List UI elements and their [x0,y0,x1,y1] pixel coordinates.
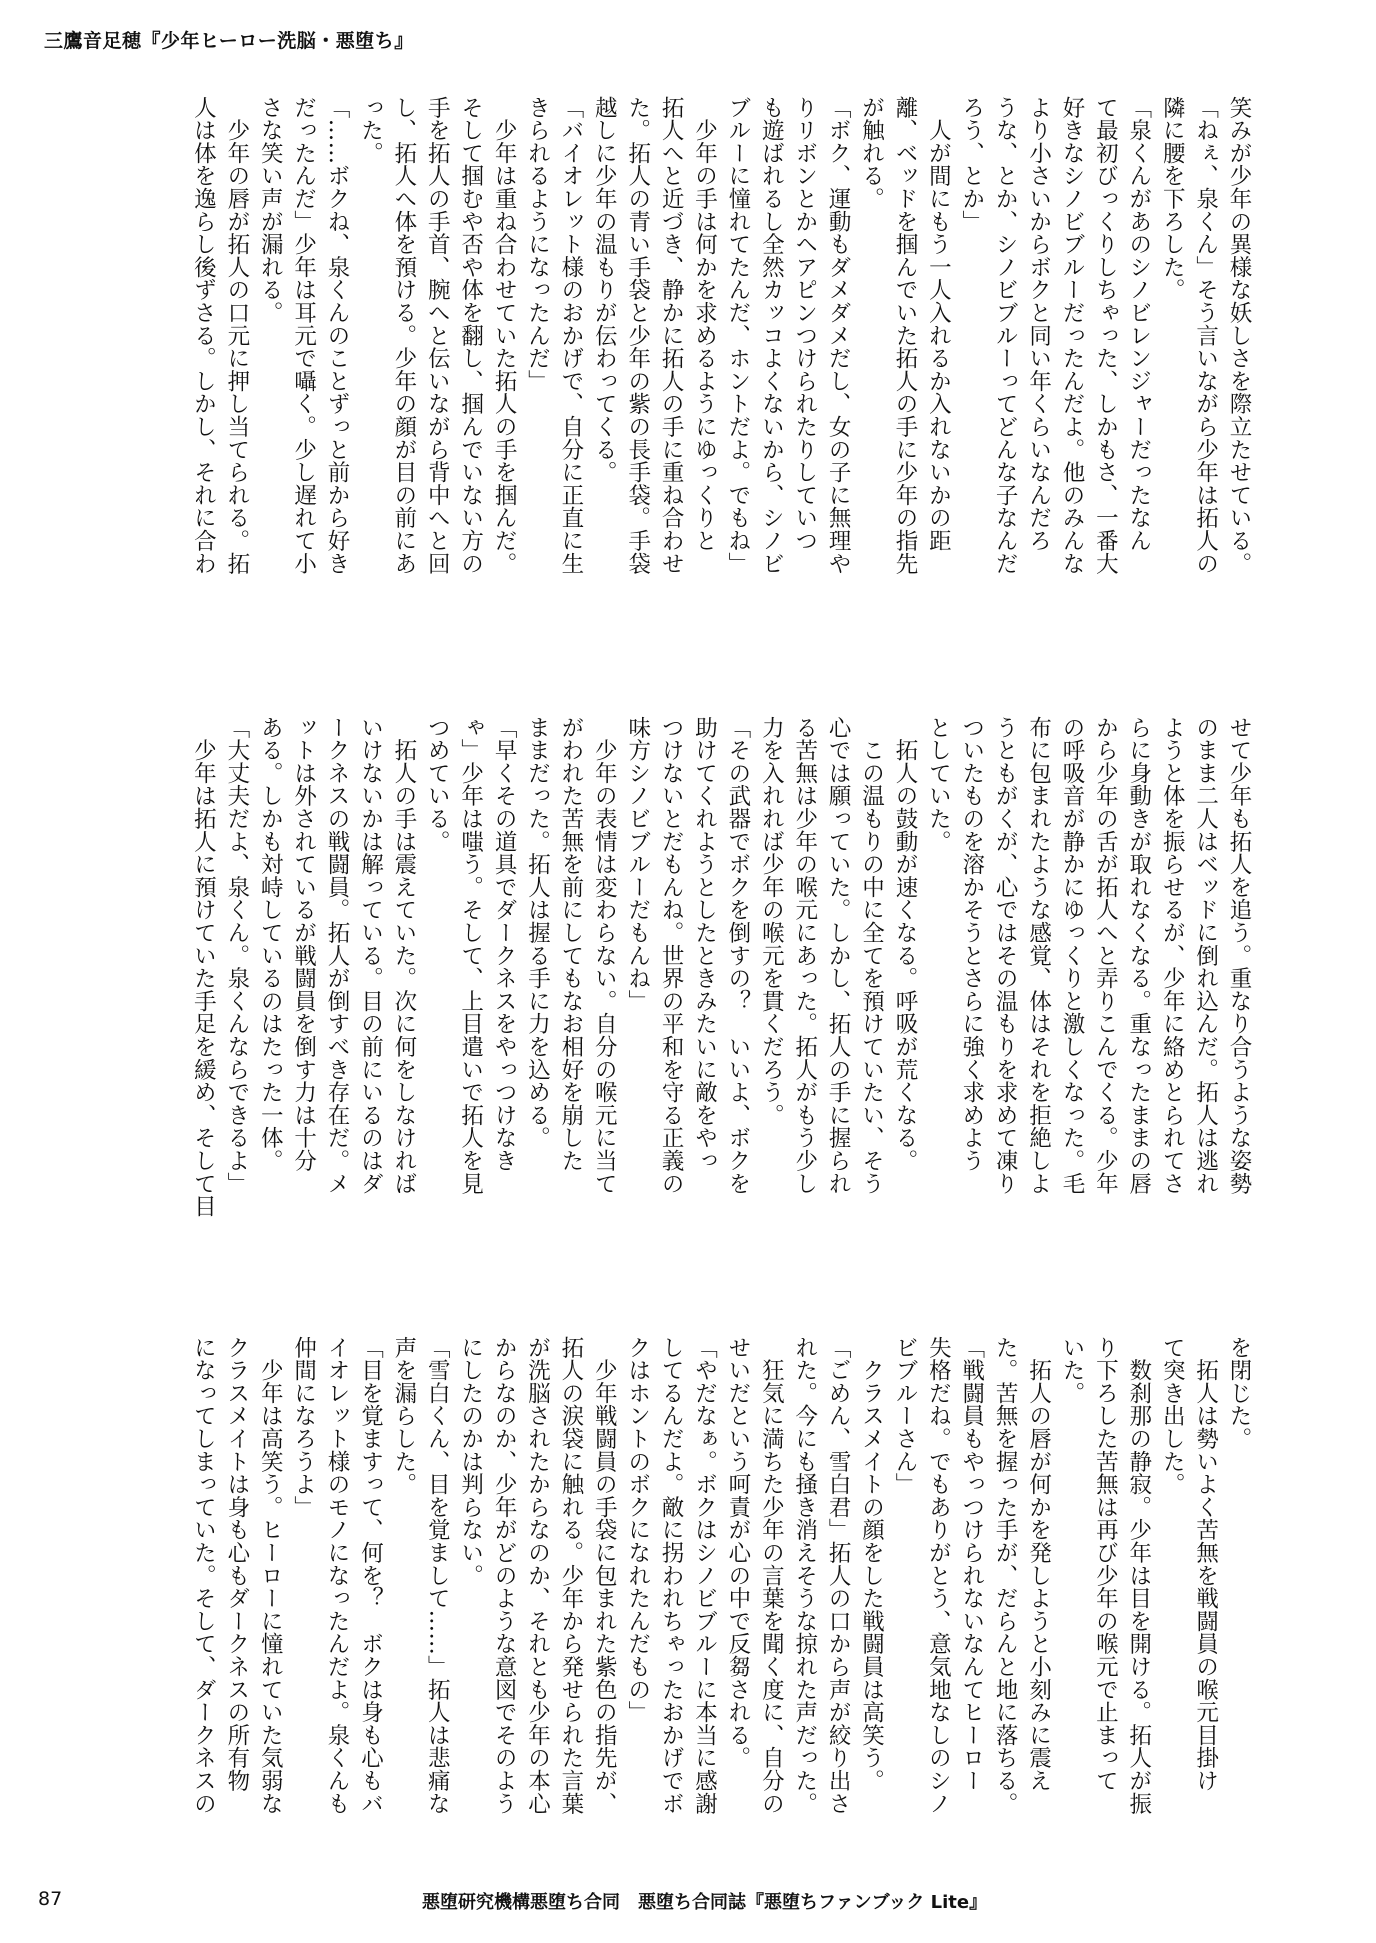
text-line: た。苦無を握った手が、だらんと地に落ちる。 [992,1336,1019,1815]
text-line: のまま二人はベッドに倒れ込んだ。拓人は逃れ [1192,716,1219,1195]
text-line: になってしまっていた。そして、ダークネスの [190,1336,217,1815]
text-line: 拓人は勢いよく苦無を戦闘員の喉元目掛け [1192,1336,1219,1792]
text-line: 「泉くんがあのシノビレンジャーだったなん [1125,96,1152,552]
text-line: 「バイオレット様のおかげで、自分に正直に生 [557,96,584,575]
text-line: ークネスの戦闘員。拓人が倒すべき存在だ。メ [324,716,351,1195]
text-line: 「ねぇ、泉くん」そう言いながら少年は拓人の [1192,96,1219,575]
text-line: ブルーに憧れてたんだ、ホントだよ。でもね」 [724,96,751,575]
text-line: いけないかは解っている。目の前にいるのはダ [357,716,384,1195]
page-footer-text: 悪堕研究機構悪堕ち合同 悪堕ち合同誌『悪堕ちファンブック Lite』 [422,1892,988,1913]
text-line: 少年の手は何かを求めるようにゆっくりと [691,96,718,552]
text-line: て突き出した。 [1159,1336,1186,1496]
text-line: 拓人の涙袋に触れる。少年から発せられた言葉 [557,1336,584,1815]
text-line: 笑みが少年の異様な妖しさを際立たせている。 [1226,96,1252,575]
text-line: 「……ボクね、泉くんのことずっと前から好き [324,96,351,575]
text-line: ットは外されているが戦闘員を倒す力は十分 [290,716,317,1172]
text-line: 「ごめん、雪白君」拓人の口から声が絞り出さ [825,1336,852,1815]
text-line: を閉じた。 [1226,1336,1252,1450]
text-line: 「ボク、運動もダメダメだし、女の子に無理や [825,96,852,575]
text-line: いた。 [1058,1336,1085,1405]
text-line: 離、ベッドを掴んでいた拓人の手に少年の指先 [891,96,918,575]
text-line: からなのか、少年がどのような意図でそのよう [491,1336,518,1815]
text-line: イオレット様のモノになったんだよ。泉くんも [324,1336,351,1815]
text-line: せて少年も拓人を追う。重なり合うような姿勢 [1226,716,1252,1195]
text-line: がわれた苦無を前にしてもなお相好を崩した [557,716,584,1172]
text-line: れた。今にも掻き消えそうな掠れた声だった。 [791,1336,818,1815]
text-line: ようと体を振らせるが、少年に絡めとられてさ [1159,716,1186,1195]
text-line: 声を漏らした。 [390,1336,417,1496]
text-line: 手を拓人の手首、腕へと伝いながら背中へと回 [424,96,451,575]
text-line: より小さいからボクと同い年くらいなんだろ [1025,96,1052,552]
text-line: せいだという呵責が心の中で反芻される。 [724,1336,751,1770]
text-block-lower [130,1336,1255,1896]
text-line: 少年は拓人に預けていた手足を緩め、そして目 [190,716,217,1218]
text-line: た。拓人の青い手袋と少年の紫の長手袋。手袋 [624,96,651,575]
text-line: て最初びっくりしちゃった、しかもさ、一番大 [1092,96,1119,575]
text-line: 少年の唇が拓人の口元に押し当てられる。拓 [223,96,250,575]
page-header-title: 三鷹音足穂『少年ヒーロー洗脳・悪堕ち』 [44,30,414,52]
text-line: 「大丈夫だよ、泉くん。泉くんならできるよ」 [223,716,250,1195]
text-line: 少年の表情は変わらない。自分の喉元に当て [591,716,618,1195]
text-line: らに身動きが取れなくなる。重なったままの唇 [1125,716,1152,1195]
text-line: 狂気に満ちた少年の言葉を聞く度に、自分の [758,1336,785,1815]
text-line: 心では願っていた。しかし、拓人の手に握られ [825,716,852,1195]
text-line: としていた。 [925,716,952,853]
text-line: り下ろした苦無は再び少年の喉元で止まって [1092,1336,1119,1792]
text-line: ある。しかも対峙しているのはたった一体。 [257,716,284,1172]
text-line: 少年は重ね合わせていた拓人の手を掴んだ。 [491,96,518,575]
text-line: 力を入れれば少年の喉元を貫くだろう。 [758,716,785,1127]
text-line: から少年の舌が拓人へと弄りこんでくる。少年 [1092,716,1119,1195]
text-line: が触れる。 [858,96,885,210]
text-line: が洗脳されたからなのか、それとも少年の本心 [524,1336,551,1815]
text-line: し、拓人へ体を預ける。少年の顔が目の前にあ [390,96,417,575]
text-line: 布に包まれたような感覚、体はそれを拒絶しよ [1025,716,1052,1195]
text-line: つめている。 [424,716,451,853]
text-line: 拓人の手は震えていた。次に何をしなければ [390,716,417,1195]
text-line: も遊ばれるし全然カッコよくないから、シノビ [758,96,785,575]
text-line: 「雪白くん、目を覚まして……」拓人は悲痛な [424,1336,451,1815]
text-line: 人は体を逸らし後ずさる。しかし、それに合わ [190,96,217,575]
text-line: クはホントのボクになれたんだもの」 [624,1336,651,1724]
text-line: うな、とか、シノビブルーってどんな子なんだ [992,96,1019,575]
text-line: 越しに少年の温もりが伝わってくる。 [591,96,618,484]
text-line: 拓人へと近づき、静かに拓人の手に重ね合わせ [658,96,685,575]
text-line: った。 [357,96,384,165]
text-line: の呼吸音が静かにゆっくりと激しくなった。毛 [1058,716,1085,1195]
text-line: だったんだ」少年は耳元で囁く。少し遅れて小 [290,96,317,575]
text-line: る苦無は少年の喉元にあった。拓人がもう少し [791,716,818,1195]
text-line: 「やだなぁ。ボクはシノビブルーに本当に感謝 [691,1336,718,1815]
text-line: 味方シノビブルーだもんね」 [624,716,651,1013]
text-line: 数刹那の静寂。少年は目を開ける。拓人が振 [1125,1336,1152,1815]
text-line: ついたものを溶かそうとさらに強く求めよう [958,716,985,1172]
text-line: 「戦闘員もやっつけられないなんてヒーロー [958,1336,985,1792]
text-line: 助けてくれようとしたときみたいに敵をやっ [691,716,718,1172]
page-number: 87 [38,1888,63,1910]
text-line: 失格だね。でもありがとう、意気地なしのシノ [925,1336,952,1815]
text-line: ろう、とか」 [958,96,985,233]
text-line: きられるようになったんだ」 [524,96,551,393]
text-line: 拓人の唇が何かを発しようと小刻みに震え [1025,1336,1052,1792]
text-line: 「その武器でボクを倒すの？ いいよ、ボクを [724,716,751,1195]
text-line: りリボンとかヘアピンつけられたりしていつ [791,96,818,552]
text-line: ビブルーさん」 [891,1336,918,1496]
text-line: 少年戦闘員の手袋に包まれた紫色の指先が、 [591,1336,618,1815]
text-line: 好きなシノビブルーだったんだよ。他のみんな [1058,96,1085,575]
text-line: クラスメイトは身も心もダークネスの所有物 [223,1336,250,1792]
text-line: にしたのかは判らない。 [457,1336,484,1587]
text-line: 仲間になろうよ」 [290,1336,317,1519]
text-line: つけないとだもんね。世界の平和を守る正義の [658,716,685,1195]
text-line: うともがくが、心ではその温もりを求めて凍り [992,716,1019,1195]
text-line: そして掴むや否や体を翻し、掴んでいない方の [457,96,484,575]
text-block-middle [130,716,1255,1276]
text-block-upper [130,96,1255,656]
text-line: 「目を覚ますって、何を？ ボクは身も心もバ [357,1336,384,1815]
text-line: してるんだよ。敵に拐われちゃったおかげでボ [658,1336,685,1815]
text-line: この温もりの中に全てを預けていたい、そう [858,716,885,1195]
text-line: ゃ」少年は嗤う。そして、上目遣いで拓人を見 [457,716,484,1195]
text-line: 人が間にもう一人入れるか入れないかの距 [925,96,952,552]
text-line: 拓人の鼓動が速くなる。呼吸が荒くなる。 [891,716,918,1172]
text-line: 隣に腰を下ろした。 [1159,96,1186,302]
text-line: 少年は高笑う。ヒーローに憧れていた気弱な [257,1336,284,1815]
text-line: さな笑い声が漏れる。 [257,96,284,324]
text-line: クラスメイトの顔をした戦闘員は高笑う。 [858,1336,885,1792]
text-line: 「早くその道具でダークネスをやっつけなき [491,716,518,1172]
text-line: ままだった。拓人は握る手に力を込める。 [524,716,551,1150]
